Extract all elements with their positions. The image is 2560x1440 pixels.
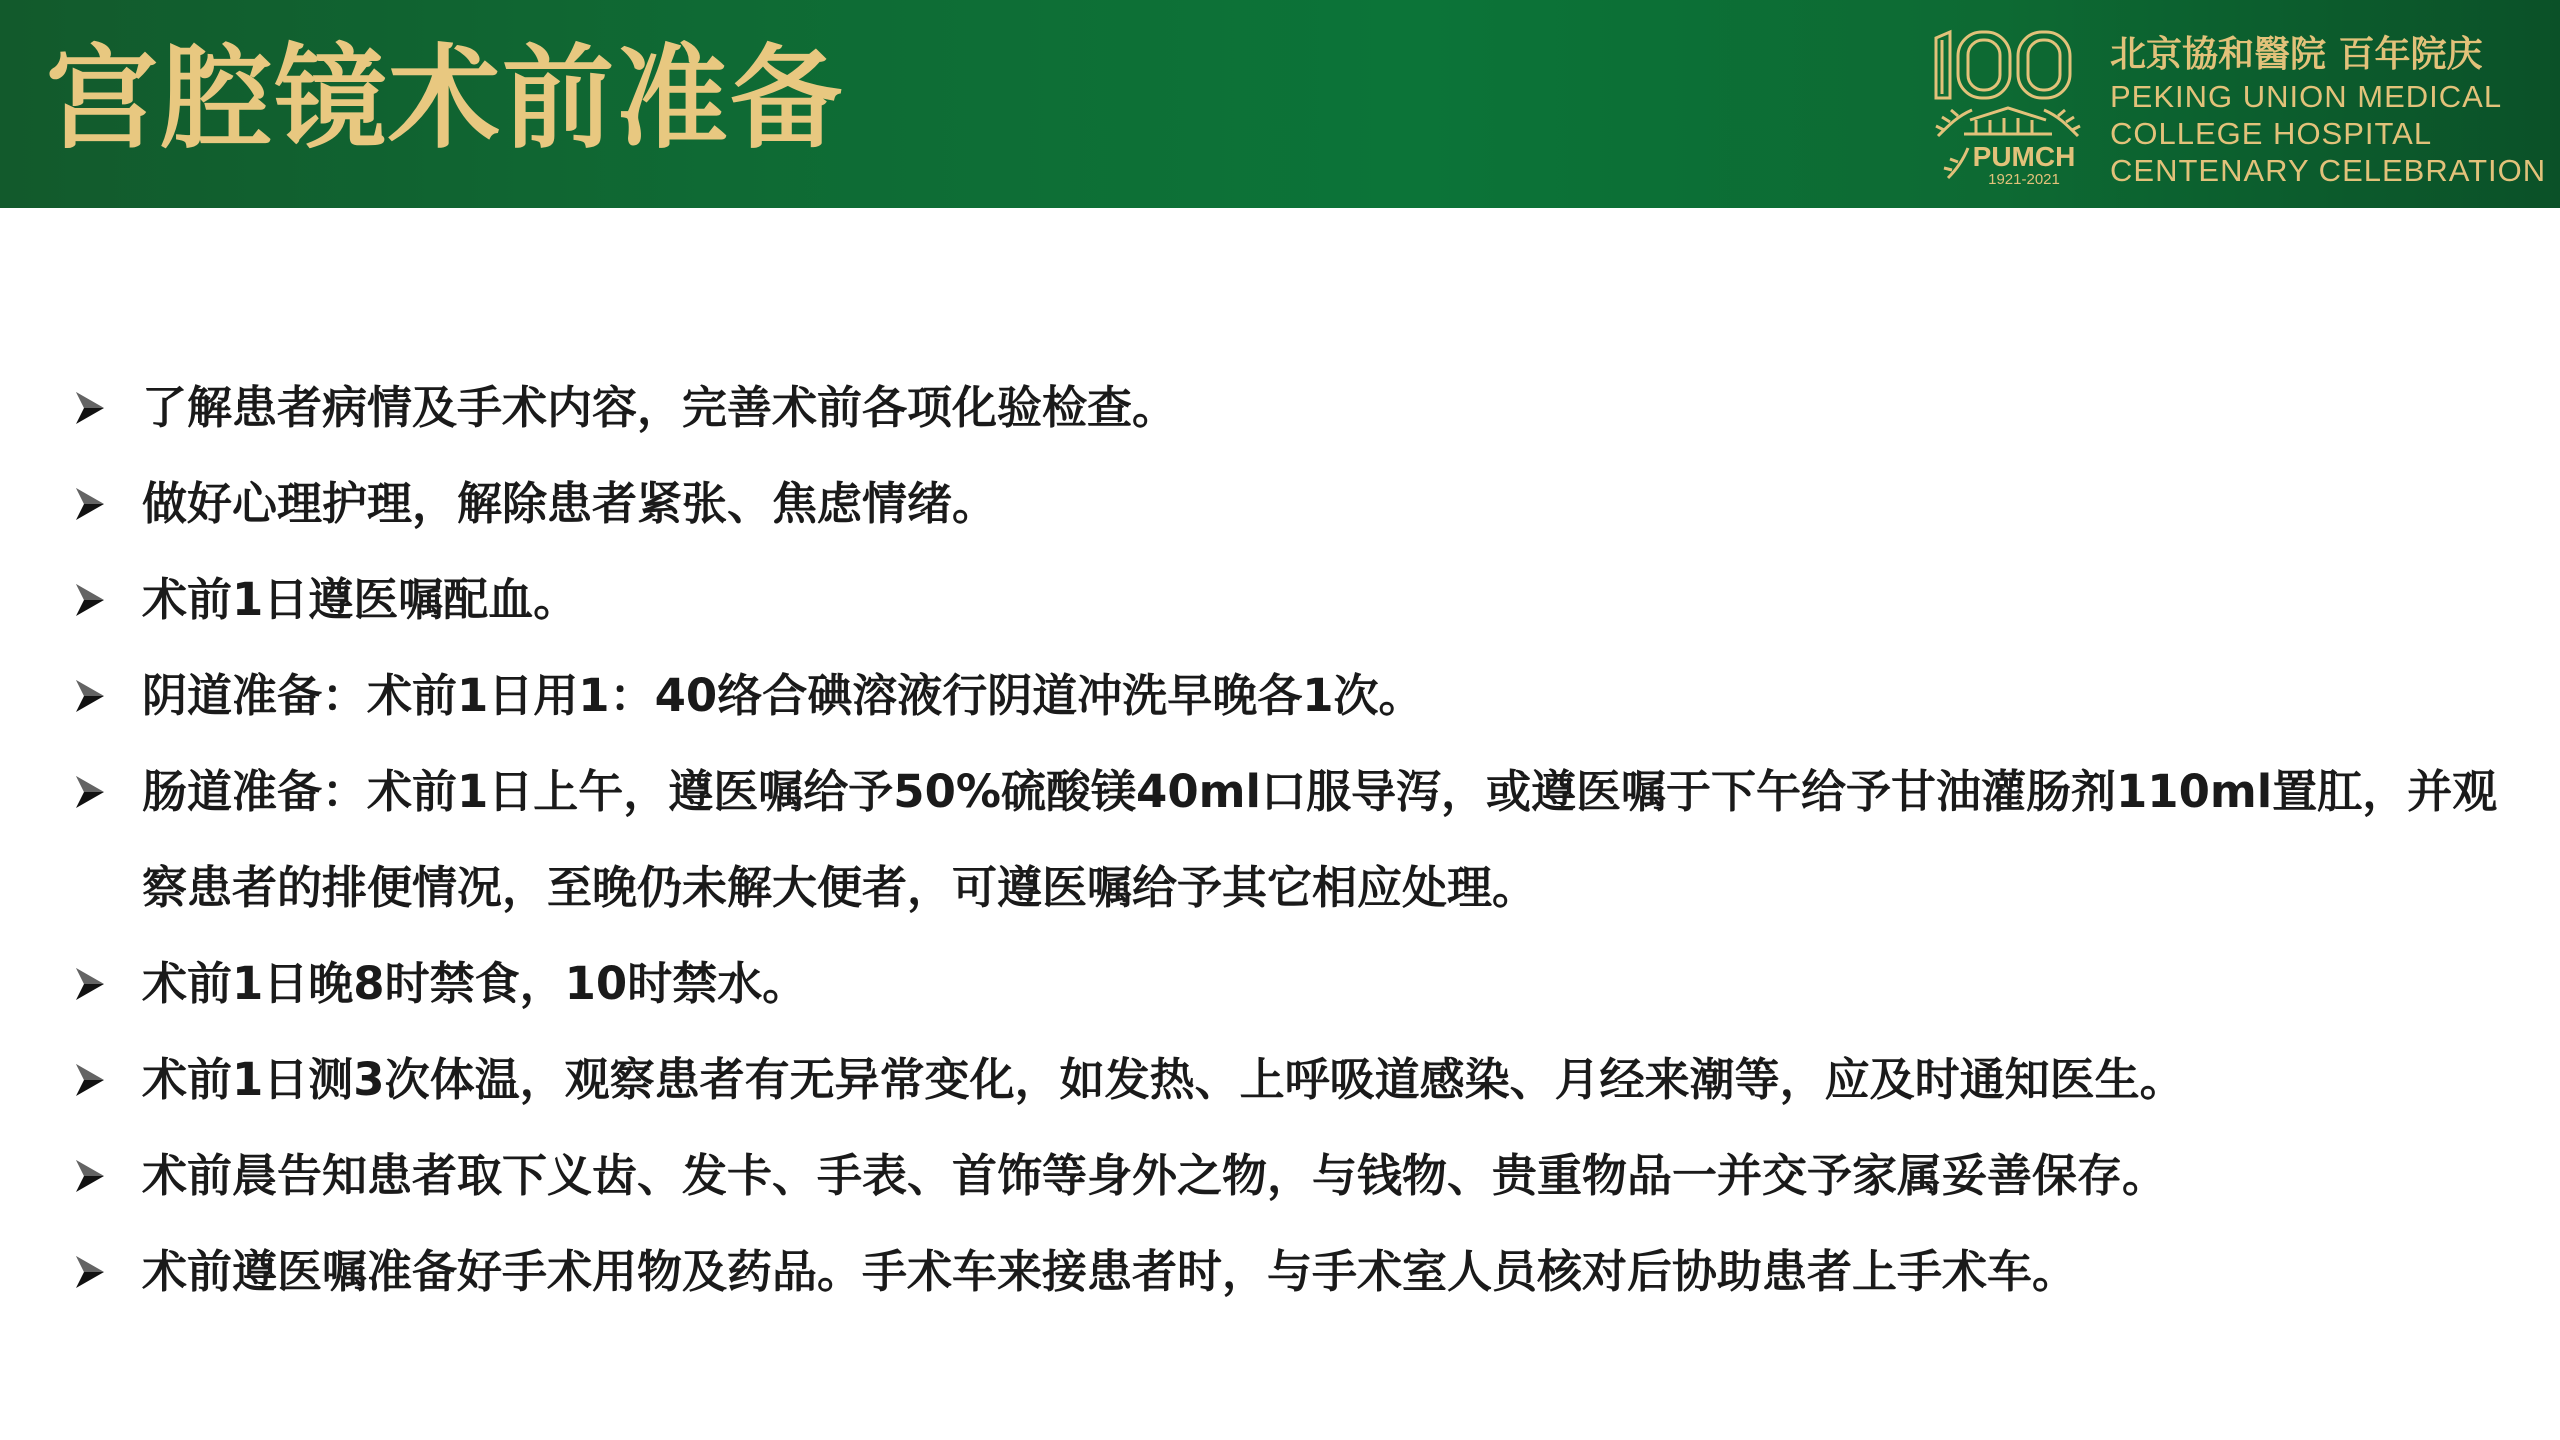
arrow-bullet-icon <box>74 484 106 524</box>
list-item <box>70 456 2540 552</box>
logo-english-line-3: CENTENARY CELEBRATION <box>2110 153 2547 188</box>
logo-english-line-1: PEKING UNION MEDICAL <box>2110 79 2503 114</box>
bullet-list <box>70 360 2540 1320</box>
pumch-centenary-logo <box>1928 28 2090 188</box>
logo-english-line-2: COLLEGE HOSPITAL <box>2110 116 2433 151</box>
list-item-text: 做好心理护理，解除患者紧张、焦虑情绪。 <box>142 477 998 530</box>
list-item <box>70 1128 2540 1224</box>
list-item-text: 了解患者病情及手术内容，完善术前各项化验检查。 <box>142 381 1178 434</box>
list-item-text: 阴道准备：术前1日用1：40络合碘溶液行阴道冲洗早晚各1次。 <box>142 669 1424 722</box>
list-item-text: 术前1日晚8时禁食，10时禁水。 <box>142 957 808 1010</box>
arrow-bullet-icon <box>74 964 106 1004</box>
list-item <box>70 648 2540 744</box>
list-item <box>70 936 2540 1032</box>
arrow-bullet-icon <box>74 1060 106 1100</box>
list-item <box>70 552 2540 648</box>
arrow-bullet-icon <box>74 580 106 620</box>
page-title: 宫腔镜术前准备 <box>46 34 844 164</box>
list-item-text: 术前晨告知患者取下义齿、发卡、手表、首饰等身外之物，与钱物、贵重物品一并交予家属妥善保存。 <box>142 1149 2168 1202</box>
arrow-bullet-icon <box>74 1156 106 1196</box>
list-item-text: 术前1日遵医嘱配血。 <box>142 573 579 626</box>
header-banner <box>0 0 2560 208</box>
list-item <box>70 744 2540 936</box>
arrow-bullet-icon <box>74 388 106 428</box>
arrow-bullet-icon <box>74 772 106 812</box>
list-item-text: 术前遵医嘱准备好手术用物及药品。手术车来接患者时，与手术室人员核对后协助患者上手术车。 <box>142 1245 2078 1298</box>
logo-text-block <box>2110 30 2550 189</box>
logo-chinese-name: 北京協和醫院 百年院庆 <box>2110 33 2483 75</box>
list-item <box>70 360 2540 456</box>
arrow-bullet-icon <box>74 1252 106 1292</box>
logo-years: 1921-2021 <box>1988 171 2060 188</box>
list-item-text: 肠道准备：术前1日上午，遵医嘱给予50%硫酸镁40ml口服导泻，或遵医嘱于下午给予甘油灌肠剂110ml置肛，并观察患者的排便情况，至晚仍未解大便者，可遵医嘱给予其它相应处理。 <box>142 765 2498 914</box>
list-item-text: 术前1日测3次体温，观察患者有无异常变化，如发热、上呼吸道感染、月经来潮等，应及时通知医生。 <box>142 1053 2185 1106</box>
list-item <box>70 1032 2540 1128</box>
list-item <box>70 1224 2540 1320</box>
arrow-bullet-icon <box>74 676 106 716</box>
logo-abbr: PUMCH <box>1972 141 2076 172</box>
